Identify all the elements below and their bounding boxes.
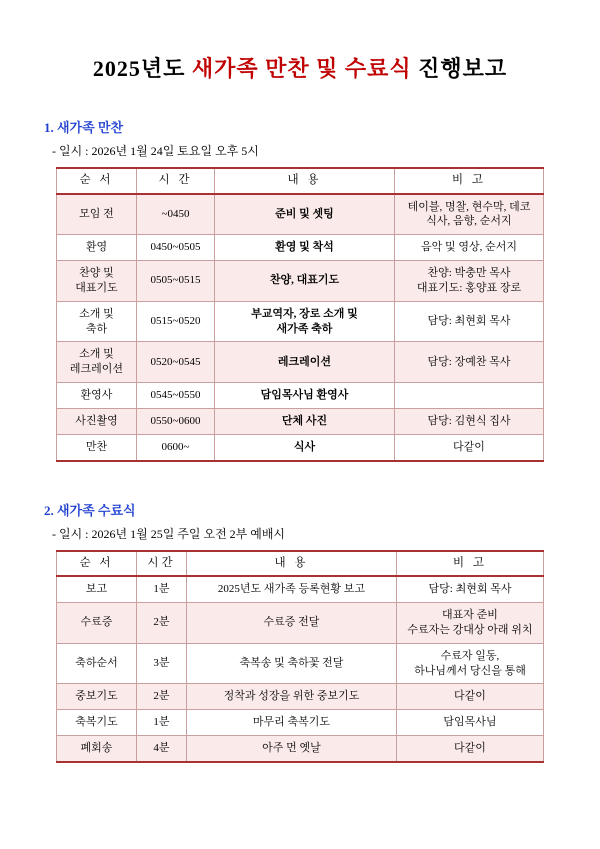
cell-content: 수료증 전달	[187, 603, 397, 644]
table-row	[57, 261, 544, 302]
cell-order: 환영사	[57, 383, 137, 409]
cell-content: 환영 및 착석	[215, 235, 395, 261]
cell-time: 2분	[137, 684, 187, 710]
column-header-order: 순 서	[57, 168, 137, 194]
cell-note: 음악 및 영상, 순서지	[395, 235, 544, 261]
cell-order: 환영	[57, 235, 137, 261]
cell-content: 레크레이션	[215, 342, 395, 383]
table-row	[57, 576, 544, 602]
column-header-note: 비 고	[395, 168, 544, 194]
cell-note: 담당: 최현회 목사	[397, 576, 544, 602]
cell-time: 1분	[137, 710, 187, 736]
cell-content: 준비 및 셋팅	[215, 194, 395, 235]
cell-time: 0520~0545	[137, 342, 215, 383]
table-row	[57, 194, 544, 235]
title-accent: 새가족 만찬 및 수료식	[191, 56, 412, 81]
cell-time: 3분	[137, 643, 187, 684]
column-header-content: 내 용	[215, 168, 395, 194]
cell-note: 담당: 최현회 목사	[395, 301, 544, 342]
table-row	[57, 342, 544, 383]
section-subtitle-graduation: - 일시 : 2026년 1월 25일 주일 오전 2부 예배시	[52, 526, 286, 541]
table-row	[57, 235, 544, 261]
table-row	[57, 603, 544, 644]
cell-order: 수료증	[57, 603, 137, 644]
cell-content: 2025년도 새가족 등록현황 보고	[187, 576, 397, 602]
cell-note: 담임목사님	[397, 710, 544, 736]
cell-note: 담당: 장예찬 목사	[395, 342, 544, 383]
cell-content: 찬양, 대표기도	[215, 261, 395, 302]
section-heading-dinner: 1. 새가족 만찬	[44, 120, 124, 135]
table-body-graduation	[57, 576, 544, 762]
cell-note	[395, 383, 544, 409]
cell-time: 2분	[137, 603, 187, 644]
cell-note: 다같이	[397, 736, 544, 762]
section-heading-graduation: 2. 새가족 수료식	[44, 502, 136, 518]
cell-order: 소개 및 레크레이션	[57, 342, 137, 383]
cell-order: 찬양 및 대표기도	[57, 261, 137, 302]
cell-content: 부교역자, 장로 소개 및 새가족 축하	[215, 301, 395, 342]
table-row	[57, 710, 544, 736]
cell-content: 아주 먼 옛날	[187, 736, 397, 762]
cell-order: 모임 전	[57, 194, 137, 235]
cell-note: 다같이	[397, 684, 544, 710]
cell-note: 담당: 김현식 집사	[395, 408, 544, 434]
column-header-time: 시 간	[137, 168, 215, 194]
cell-time: 4분	[137, 736, 187, 762]
cell-time: 0545~0550	[137, 383, 215, 409]
cell-time: 1분	[137, 576, 187, 602]
title-lead: 2025년도	[92, 56, 192, 81]
column-header-content: 내 용	[187, 551, 397, 577]
title-tail: 진행보고	[411, 56, 508, 81]
cell-time: 0505~0515	[137, 261, 215, 302]
schedule-table-dinner	[56, 167, 544, 462]
page-title	[38, 52, 562, 83]
section-dinner	[38, 117, 562, 462]
table-header-row	[57, 551, 544, 577]
cell-order: 축하순서	[57, 643, 137, 684]
cell-note: 수료자 일동, 하나님께서 당신을 통해	[397, 643, 544, 684]
cell-time: 0550~0600	[137, 408, 215, 434]
table-row	[57, 383, 544, 409]
section-subtitle-dinner: - 일시 : 2026년 1월 24일 토요일 오후 5시	[52, 144, 259, 158]
cell-order: 축복기도	[57, 710, 137, 736]
table-row	[57, 684, 544, 710]
section-graduation	[38, 500, 562, 763]
cell-content: 단체 사진	[215, 408, 395, 434]
schedule-table-graduation	[56, 550, 544, 763]
cell-order: 보고	[57, 576, 137, 602]
cell-note: 테이블, 명찰, 현수막, 데코 식사, 음향, 순서지	[395, 194, 544, 235]
column-header-note: 비 고	[397, 551, 544, 577]
cell-content: 식사	[215, 434, 395, 460]
cell-content: 정착과 성장을 위한 중보기도	[187, 684, 397, 710]
cell-order: 중보기도	[57, 684, 137, 710]
table-body-dinner	[57, 194, 544, 461]
cell-order: 소개 및 축하	[57, 301, 137, 342]
cell-note: 대표자 준비 수료자는 강대상 아래 위치	[397, 603, 544, 644]
cell-order: 폐회송	[57, 736, 137, 762]
cell-order: 만찬	[57, 434, 137, 460]
cell-content: 축복송 및 축하꽃 전달	[187, 643, 397, 684]
cell-note: 찬양: 박충만 목사 대표기도: 홍양표 장로	[395, 261, 544, 302]
cell-content: 담임목사님 환영사	[215, 383, 395, 409]
column-header-order: 순 서	[57, 551, 137, 577]
cell-order: 사진촬영	[57, 408, 137, 434]
table-header-row	[57, 168, 544, 194]
cell-time: 0450~0505	[137, 235, 215, 261]
cell-time: 0600~	[137, 434, 215, 460]
table-row	[57, 643, 544, 684]
table-row	[57, 301, 544, 342]
cell-time: ~0450	[137, 194, 215, 235]
column-header-time: 시간	[137, 551, 187, 577]
cell-time: 0515~0520	[137, 301, 215, 342]
cell-content: 마무리 축복기도	[187, 710, 397, 736]
table-row	[57, 408, 544, 434]
table-row	[57, 736, 544, 762]
cell-note: 다같이	[395, 434, 544, 460]
table-row	[57, 434, 544, 460]
